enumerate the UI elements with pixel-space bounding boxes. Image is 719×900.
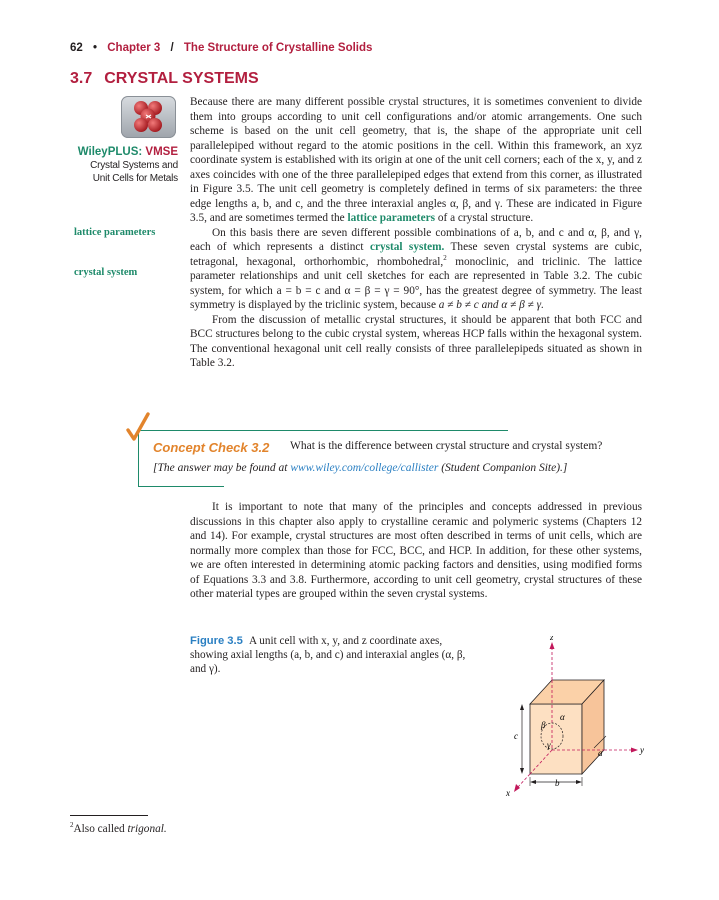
footnote-rule bbox=[70, 815, 148, 816]
concept-check-answer bbox=[153, 462, 567, 474]
answer-prefix: [The answer may be found at bbox=[153, 462, 288, 474]
margin-term-crystal-system: crystal system bbox=[74, 267, 138, 278]
concept-check-rule-top bbox=[138, 430, 508, 431]
dimension-c-arrow-bottom bbox=[520, 768, 524, 774]
paragraph-2-systems: These seven crystal systems are cubic, tetragonal, hexagonal, orthorhombic, rhombohedral, bbox=[190, 241, 642, 268]
chapter-title: The Structure of Crystalline Solids bbox=[183, 42, 373, 54]
page-number: 62 bbox=[70, 42, 83, 54]
body-text-block-2 bbox=[190, 500, 642, 602]
footnote-text: Also called bbox=[73, 823, 125, 835]
running-header bbox=[70, 42, 372, 54]
answer-link[interactable]: www.wiley.com/college/callister bbox=[290, 462, 439, 474]
paragraph-3: From the discussion of metallic crystal structures, it should be apparent that both FCC and BCC structures belong to the cubic crystal system, whereas HCP falls within the hexagonal system. The conventional hexagonal unit cell really consists of three parallelepipeds situated as shown in Table 3.2. bbox=[190, 313, 642, 369]
paragraph-1 bbox=[190, 95, 642, 226]
footnote-mark: 2 bbox=[70, 821, 74, 830]
label-c: c bbox=[514, 731, 518, 741]
dimension-b-arrow-right bbox=[576, 780, 582, 784]
vmse-topic-line1: Crystal Systems and bbox=[90, 160, 178, 171]
section-title: CRYSTAL SYSTEMS bbox=[104, 70, 259, 87]
y-arrowhead bbox=[631, 748, 638, 753]
cube-front-face bbox=[530, 704, 582, 774]
checkmark-icon bbox=[126, 412, 150, 442]
figure-caption-text: A unit cell with x, y, and z coordinate axes, showing axial lengths (a, b, and c) and interaxial angles (α, β, and γ). bbox=[190, 635, 466, 675]
label-z: z bbox=[550, 636, 554, 642]
footnote-ref: 2 bbox=[443, 253, 447, 262]
margin-term-lattice-parameters: lattice parameters bbox=[74, 227, 156, 238]
label-beta: β bbox=[541, 720, 546, 730]
figure-caption bbox=[190, 634, 480, 676]
paragraph-2-text: On this basis there are seven different possible combinations of a, b, and c and α, β, and γ, each of which represents a distinct bbox=[190, 226, 642, 253]
vmse-topic bbox=[40, 159, 178, 185]
concept-check-question: What is the difference between crystal structure and crystal system? bbox=[290, 440, 603, 452]
dimension-c-arrow-top bbox=[520, 704, 524, 710]
body-text-block-1 bbox=[190, 95, 642, 371]
paragraph-2 bbox=[190, 226, 642, 313]
triclinic-equation: a ≠ b ≠ c and α ≠ β ≠ γ. bbox=[438, 299, 544, 311]
term-crystal-system: crystal system. bbox=[369, 241, 445, 253]
wileyplus-brand: WileyPLUS: bbox=[77, 146, 143, 158]
label-alpha: α bbox=[560, 712, 565, 722]
section-heading bbox=[70, 70, 259, 88]
section-number: 3.7 bbox=[70, 70, 93, 87]
footnote-italic: trigonal. bbox=[127, 823, 167, 835]
label-y: y bbox=[640, 745, 644, 755]
paragraph-1-text: Because there are many different possible crystal structures, it is sometimes convenient to divide them into groups according to unit cell configurations and/or atomic arrangements. One such scheme is based on the unit cell geometry, that is, the shape of the appropriate unit cell parallelepiped without regard to the atomic positions in the cell. Within this framework, an xyz coordinate system is established with its origin at one of the unit cell corners; each of the x, y, and z axes coincides with one of the three parallelepiped edges that extend from this corner, as illustrated in Figure 3.5. The unit cell geometry is completely defined in terms of six parameters: the three edge lengths a, b, and c, and the three interaxial angles α, β, and γ. These are indicated in Figure 3.5, and are sometimes termed the bbox=[190, 96, 642, 224]
vmse-crystal-icon[interactable] bbox=[121, 96, 176, 138]
x-axis bbox=[517, 774, 530, 788]
unit-cell-figure bbox=[500, 636, 660, 801]
z-arrowhead bbox=[550, 642, 555, 649]
label-gamma: γ bbox=[547, 740, 551, 750]
label-a: a bbox=[598, 748, 603, 758]
paragraph-1-end: of a crystal structure. bbox=[437, 212, 534, 224]
label-b: b bbox=[555, 778, 560, 788]
chapter-label: Chapter 3 bbox=[107, 42, 161, 54]
concept-check-title: Concept Check 3.2 bbox=[153, 440, 270, 455]
label-x: x bbox=[506, 788, 510, 798]
atom-cluster-icon bbox=[129, 99, 169, 135]
wileyplus-label[interactable] bbox=[60, 146, 178, 158]
header-bullet: • bbox=[93, 42, 98, 54]
vmse-label: VMSE bbox=[145, 146, 178, 158]
paragraph-4: It is important to note that many of the principles and concepts addressed in previous discussions in this chapter also apply to crystalline ceramic and polymeric systems (Chapters 12 and 14). For example, crystal structures are most often described in terms of unit cells, which are normally more complex than those for FCC, BCC, and HCP. In addition, for these other systems, we are often interested in determining atomic packing factors and densities, using modified forms of Equations 3.3 and 3.8. Furthermore, according to unit cell geometry, crystal structures of these other material types are grouped within the seven crystal systems. bbox=[190, 501, 642, 600]
header-separator: / bbox=[170, 42, 174, 54]
term-lattice-parameters: lattice parameters bbox=[347, 212, 435, 224]
concept-check-rule-bottom bbox=[138, 486, 224, 487]
paragraph-2-rest: monoclinic, and triclinic. The lattice parameter relationships and unit cell sketches for each are represented in Table 3.2. The cubic system, for which a = b = c and α = β = γ = 90°, has the greatest degree of symmetry. The least symmetry is displayed by the triclinic system, because bbox=[190, 255, 642, 311]
vmse-topic-line2: Unit Cells for Metals bbox=[92, 173, 178, 184]
footnote bbox=[70, 823, 167, 835]
answer-suffix: (Student Companion Site).] bbox=[441, 462, 568, 474]
dimension-b-arrow-left bbox=[530, 780, 536, 784]
figure-label: Figure 3.5 bbox=[190, 635, 243, 647]
